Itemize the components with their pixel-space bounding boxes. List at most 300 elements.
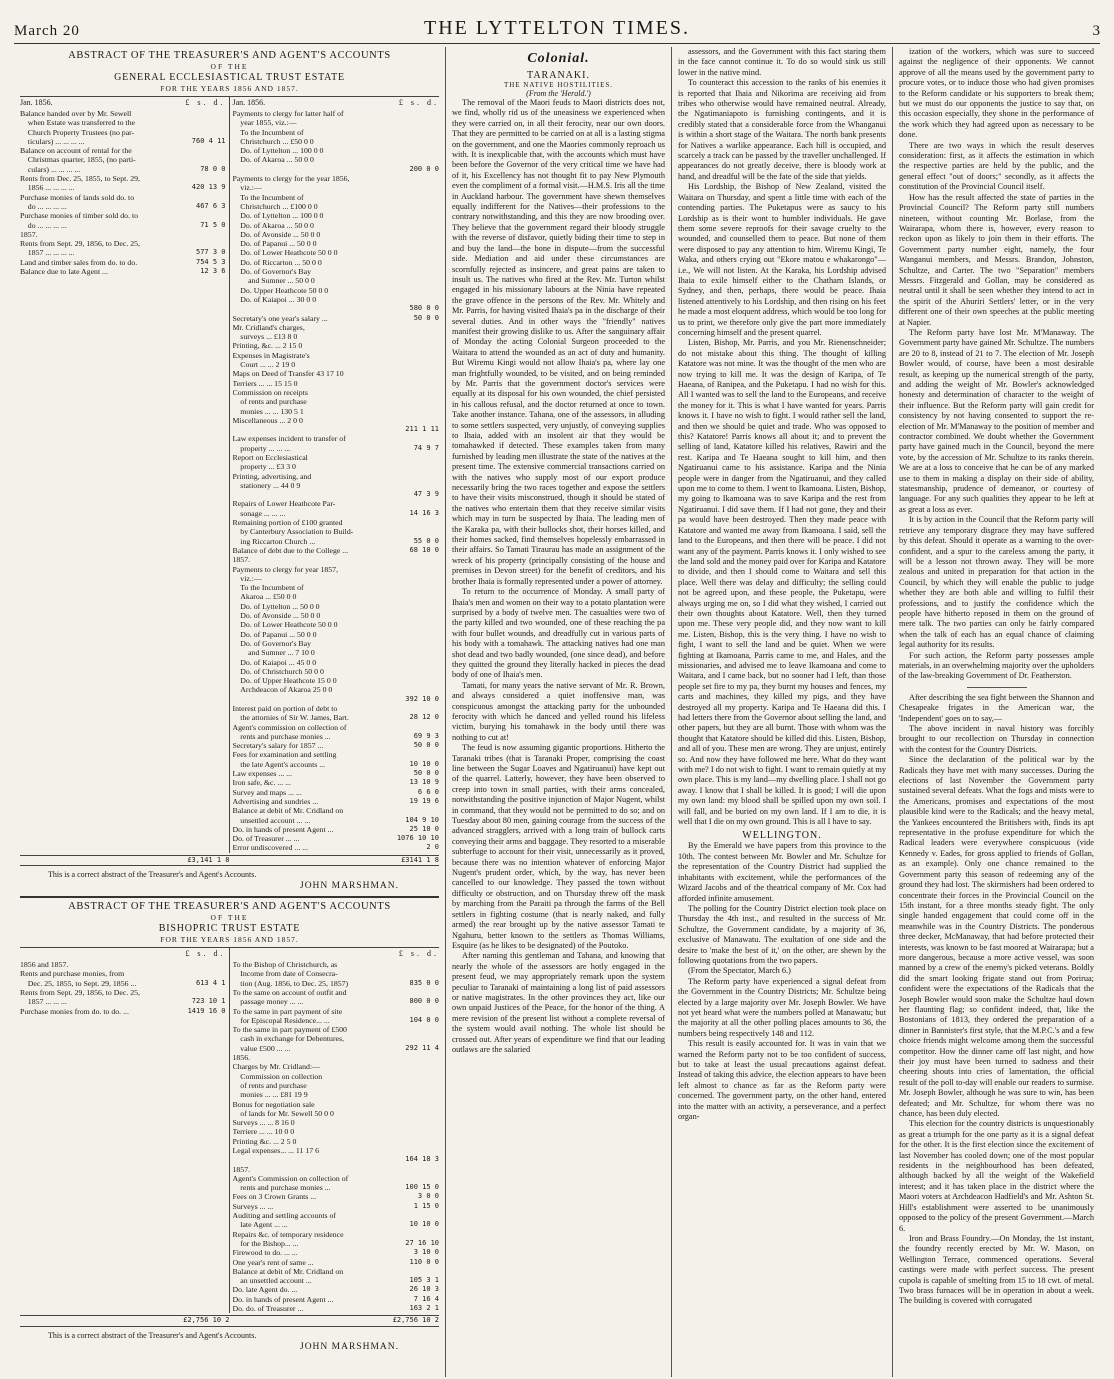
account-line-amount: 104 0 0 xyxy=(409,1015,439,1024)
account-line-amount: 420 13 9 xyxy=(191,183,226,192)
account-line xyxy=(20,248,226,257)
account-line-amount xyxy=(385,969,439,978)
account-line xyxy=(233,128,440,137)
account-line xyxy=(233,425,440,434)
account-line-text: Do. of Papanui ... 50 0 0 xyxy=(232,239,317,249)
account-line-amount xyxy=(385,518,439,527)
account-line-amount: 50 0 0 xyxy=(413,313,439,322)
account-line-amount: 19 19 6 xyxy=(409,796,439,805)
account-line-text: Terriere ... ... 10 0 0 xyxy=(232,1127,295,1137)
account-line-amount xyxy=(385,323,439,332)
account-line xyxy=(233,1258,440,1267)
account-line-text: 1856 ... ... ... ... xyxy=(20,183,75,193)
account-line-amount xyxy=(385,369,439,378)
account-line-amount xyxy=(385,723,439,732)
account-line xyxy=(233,546,440,555)
account-line xyxy=(233,969,440,978)
account-line xyxy=(233,1072,440,1081)
paragraph: It is by action in the Council that the Reform party will retrieve any temporary disgrace they may have suffered by this defeat. Should it operate as a warning to the over-confident, and a spur to the careless among the party, it will be a lesson not thrown away. They will be more zealous and united in preparation for that action in the Council, by which they will enable the public to judge whether they are both able and willing to fulfil their professions, and to justify the confidence which the people have hitherto reposed in them on the ground of mere talk. The two parties can only be fairly compared when the talk of each has an equal chance of claiming legal authority for its results. xyxy=(899,515,1094,650)
account-line-text: Maps on Deed of Transfer 43 17 10 xyxy=(232,369,344,379)
account-line-amount: 1076 10 10 xyxy=(396,834,439,843)
eccl-left-head: Jan. 1856. xyxy=(20,98,53,107)
account-line-amount: 211 1 11 xyxy=(405,425,439,434)
paragraph: By the Emerald we have papers from this province to the 10th. The contest between Mr. Bowler and Mr. Schultze for the representation of the Country District had supplied the inhabitants with excitement, while the performances of the Wizard Jacobs and of the theatrical company of Mr. Cox had afforded infinite amusement. xyxy=(678,841,886,903)
account-line xyxy=(20,128,226,137)
account-line-text: Balance on account of rental for the xyxy=(20,146,132,156)
account-line xyxy=(233,323,440,332)
account-line xyxy=(233,667,440,676)
bish-years: FOR THE YEARS 1856 AND 1857. xyxy=(160,935,299,945)
account-line-text: Terriers ... ... 15 15 0 xyxy=(232,378,298,388)
account-line-text: Land and timber sales from do. to do. xyxy=(20,257,138,267)
account-line-amount: 723 10 1 xyxy=(191,997,226,1006)
account-line xyxy=(233,1118,440,1127)
account-line xyxy=(233,276,440,285)
account-line-text: Do. of Avonside ... 50 0 0 xyxy=(232,611,321,621)
account-line-amount xyxy=(172,230,226,239)
account-line-text: Church Property Trustees (no par- xyxy=(20,127,135,137)
account-line-text: Do. Upper Heathcote 50 0 0 xyxy=(232,285,329,295)
account-line xyxy=(233,1053,440,1062)
account-line-text: property ... ... ... xyxy=(232,443,291,453)
account-line xyxy=(233,444,440,453)
account-line-text: monies ... ... £81 19 9 xyxy=(232,1090,308,1100)
account-line xyxy=(233,1295,440,1304)
account-line-amount xyxy=(385,704,439,713)
account-line xyxy=(233,825,440,834)
account-line-text: passage money ... ... xyxy=(232,997,304,1007)
account-line-amount: 100 15 0 xyxy=(405,1183,439,1192)
account-line-text: of lands for Mr. Sewell 50 0 0 xyxy=(232,1108,334,1118)
article-body xyxy=(678,47,886,827)
account-line-text: late Agent ... ... xyxy=(232,1220,288,1230)
account-line xyxy=(233,258,440,267)
account-line-text: Do. of Kaiapoi ... 30 0 0 xyxy=(232,294,317,304)
account-line-text: Purchase monies from do. to do. ... xyxy=(20,1006,129,1016)
article-column-c xyxy=(672,47,893,1377)
account-line-text: when Estate was transferred to the xyxy=(20,118,135,128)
account-line-text: Advertising and sundries ... xyxy=(232,796,319,806)
account-line xyxy=(233,248,440,257)
account-line-amount: 200 0 0 xyxy=(409,164,439,173)
account-line-text: Legal expenses... ... 11 17 6 xyxy=(232,1145,320,1155)
eccl-certification: This is a correct abstract of the Treasurer's and Agent's Accounts. xyxy=(48,870,257,880)
account-line-text xyxy=(233,1155,386,1164)
account-line-amount xyxy=(385,407,439,416)
account-line xyxy=(233,1016,440,1025)
account-line-amount xyxy=(385,146,439,155)
account-line xyxy=(233,1025,440,1034)
account-line-text xyxy=(233,425,386,434)
bish-account-title: ABSTRACT OF THE TREASURER'S AND AGENT'S ACCOUNTS xyxy=(68,901,391,913)
account-line xyxy=(233,797,440,806)
account-line xyxy=(233,1062,440,1071)
currency-head: £ s. d. xyxy=(185,98,226,107)
paragraph: ization of the workers, which was sure to succeed against the negligence of their opponents. We cannot approve of all the means used by the government party to procure votes, or to induce those who had given promises to the Reform candidate or his supporters to break them; but we must do our opponents the justice to say that, on this occasion especially, they shone in the performance of the work which they had agreed upon as necessary to be done. xyxy=(899,47,1094,140)
account-line-text: Balance at debit of Mr. Cridland on xyxy=(232,1266,344,1276)
account-line-amount: 50 0 0 xyxy=(413,769,439,778)
account-line-amount: 74 9 7 xyxy=(413,443,439,452)
page-number: 3 xyxy=(1092,23,1100,39)
account-line-amount xyxy=(385,360,439,369)
account-line xyxy=(233,806,440,815)
eccl-years: FOR THE YEARS 1856 AND 1857. xyxy=(160,84,299,93)
eccl-right-total: £3141 1 8 xyxy=(230,855,440,866)
account-line-text: Do. of Governor's Bay xyxy=(232,638,311,648)
account-line xyxy=(233,658,440,667)
account-line xyxy=(233,416,440,425)
account-line-amount: 104 9 10 xyxy=(405,815,439,824)
account-line-amount xyxy=(385,602,439,611)
account-line xyxy=(233,997,440,1006)
account-line-amount xyxy=(385,1072,439,1081)
account-line xyxy=(20,211,226,220)
account-line xyxy=(233,1304,440,1313)
account-line-text: Printing, &c. ... 2 15 0 xyxy=(232,341,303,351)
account-line xyxy=(233,695,440,704)
account-line xyxy=(233,137,440,146)
account-line-text: To the same in part payment of £500 xyxy=(232,1025,347,1035)
paragraph: assessors, and the Government with this fact staring them in the face cannot continue it. To do so would sink us still lower in the native mind. xyxy=(678,47,886,77)
account-line-text: rents and purchase monies ... xyxy=(232,1183,331,1193)
account-line-amount xyxy=(385,960,439,969)
account-line-amount xyxy=(385,434,439,443)
account-line xyxy=(233,648,440,657)
account-line xyxy=(233,583,440,592)
account-line xyxy=(233,750,440,759)
account-line-amount xyxy=(385,685,439,694)
account-line-amount: 50 0 0 xyxy=(413,741,439,750)
account-line-amount xyxy=(385,332,439,341)
account-line xyxy=(233,574,440,583)
eccl-account-of: OF THE xyxy=(210,62,249,71)
eccl-receipts xyxy=(20,97,230,853)
account-line-text: Archdeacon of Akaroa 25 0 0 xyxy=(232,685,333,695)
eccl-left-total: £3,141 1 8 xyxy=(20,855,230,866)
account-line xyxy=(233,1146,440,1155)
account-line-amount xyxy=(385,267,439,276)
account-line-text: surveys ... £13 8 0 xyxy=(232,332,298,342)
account-line xyxy=(20,230,226,239)
account-line-amount xyxy=(385,193,439,202)
account-line-amount: 47 3 9 xyxy=(413,490,439,499)
account-line-amount: 835 0 0 xyxy=(409,978,439,987)
paragraph: This election for the country districts is unquestionably as great a triumph for the one party as it is a signal defeat for the other. It is the first election since the excitement of last November has cooled down; one of the most popular residents in the neighbourhood has been defeated, although backed by all the weight of the Wakefield interest; and it has taken place in the district where the Maori voters at Archdeacon Hadfield's and Mr. Ashton St. Hill's establishment were asserted to be unanimously opposed to the policy of the present Government.—March 6. xyxy=(899,1119,1094,1233)
account-line-amount xyxy=(172,174,226,183)
account-line-text: 1857. xyxy=(20,229,38,239)
account-line-text: viz.:— xyxy=(232,573,262,583)
account-line xyxy=(233,1081,440,1090)
account-line-amount xyxy=(385,1165,439,1174)
paragraph: The feud is now assuming gigantic proportions. Hitherto the Taranaki tribes (that is Taranaki Proper, comprising the coast line between the Sugar Loaves and Ngatiruanui) have kept out of the quarrel. Latterly, however, they have been observed to creep into town in small parties, with their arms concealed, notwithstanding the positive injunction of Major Nugent, whilst in command, that they would not be permitted to do so; and on Tuesday about 80 men, gaining courage from the success of the advanced stragglers, arrived with a long train of bullock carts conveying their arms and baggage. They resorted to a miserable subterfuge to account for their visit, unnecessarily as it proved, because there was no intention whatever of enforcing Major Nugent's prudent order, which, by the way, has never been cancelled to our knowledge. They passed the town without difficulty or obstruction, and on Thursday threw off the mask by marching from the Paraiti pa through the farms of the Bell settlers in fighting costume (that is nearly naked, and fully armed) the rear brought up by the native assessor Tamati te Ngahuru, better known to the settlers as Thomas Williams, Esquire (as he likes to be designated) of the Poutoko. xyxy=(452,743,665,950)
currency-head: £ s. d. xyxy=(398,98,439,107)
account-line xyxy=(233,685,440,694)
account-line-text: 1857 ... ... ... ... xyxy=(20,248,75,258)
account-line xyxy=(233,1248,440,1257)
account-line xyxy=(233,1183,440,1192)
account-line-text: of rents and purchase xyxy=(232,1080,307,1090)
account-line-amount xyxy=(385,639,439,648)
account-line xyxy=(233,1230,440,1239)
account-line xyxy=(20,193,226,202)
account-line-text: Do. of Governor's Bay xyxy=(232,267,311,277)
account-line xyxy=(233,332,440,341)
account-line-text: Balance at debit of Mr. Cridland on xyxy=(232,806,344,816)
account-line-text: Purchase monies of lands sold do. to xyxy=(20,192,135,202)
issue-date: March 20 xyxy=(14,23,80,39)
account-line xyxy=(233,1276,440,1285)
account-line xyxy=(233,109,440,118)
account-line xyxy=(20,239,226,248)
account-line-text: Akaroa ... £50 0 0 xyxy=(232,592,297,602)
account-line xyxy=(233,732,440,741)
account-line-text: Agent's Commission on collection of xyxy=(232,1173,349,1183)
article-body xyxy=(452,98,665,1055)
account-line-amount: 760 4 11 xyxy=(191,136,226,145)
account-line xyxy=(20,960,226,969)
account-line-text: unsettled account ... ... xyxy=(232,815,311,825)
account-line-amount: 110 0 0 xyxy=(409,1257,439,1266)
account-line xyxy=(20,202,226,211)
account-line-text: Christchurch ... £100 0 0 xyxy=(232,201,318,211)
account-line-amount: 577 3 0 xyxy=(195,248,226,257)
account-line xyxy=(233,518,440,527)
account-line-amount: 27 16 10 xyxy=(405,1238,439,1247)
article-body xyxy=(899,47,1094,682)
account-line-amount: 10 10 0 xyxy=(409,1220,439,1229)
paragraph: This result is easily accounted for. It was in vain that we warned the Reform party not to be too confident of success, but to take at least the usual precautions against defeat. Instead of taking this advice, the election appears to have been left almost to chance as far as the Reform party were concerned. The government party, on the other hand, entered into the matter with an activity, a perseverance, and a perfect organ- xyxy=(678,1039,886,1122)
eccl-payments-lines xyxy=(233,109,440,853)
account-line xyxy=(20,155,226,164)
account-line-amount xyxy=(385,286,439,295)
account-line-amount: 78 0 0 xyxy=(200,164,226,173)
colonial-column xyxy=(446,47,672,1377)
account-line-text: stationery ... 44 0 9 xyxy=(232,480,301,490)
account-line-amount xyxy=(385,481,439,490)
account-line xyxy=(233,1109,440,1118)
account-line-text: Expenses in Magistrate's xyxy=(232,350,310,360)
account-line-amount xyxy=(385,667,439,676)
account-line-text: Do. of Lyttelton ... 50 0 0 xyxy=(232,601,320,611)
account-line-text: ing Riccarton Church ... xyxy=(232,536,316,546)
account-line-text: value £500 ... ... xyxy=(232,1043,291,1053)
account-line-amount xyxy=(385,239,439,248)
account-line xyxy=(233,620,440,629)
account-line-amount xyxy=(385,555,439,564)
bish-right-total: £2,756 10 2 xyxy=(230,1315,440,1326)
bish-certification: This is a correct abstract of the Treasurer's and Agent's Accounts. xyxy=(48,1330,257,1340)
account-line xyxy=(233,741,440,750)
account-line-amount xyxy=(385,472,439,481)
paragraph: For such action, the Reform party possesses ample materials, in an overwhelming majority over the upholders of the law-breaking Government of Dr. Featherston. xyxy=(899,650,1094,681)
account-line-amount xyxy=(385,988,439,997)
account-line-amount xyxy=(385,379,439,388)
account-line xyxy=(20,137,226,146)
article-subtitle: THE NATIVE HOSTILITIES. xyxy=(503,81,614,89)
account-line-text: Secretary's one year's salary ... xyxy=(232,313,328,323)
account-line-text: Auditing and settling accounts of xyxy=(232,1211,337,1221)
account-line xyxy=(233,388,440,397)
bish-receipts-lines xyxy=(20,960,226,1016)
account-line-amount xyxy=(385,1062,439,1071)
account-line-text: Interest paid on portion of debt to xyxy=(232,704,338,713)
account-line-text: Agent's commission on collection of xyxy=(232,722,347,732)
account-line-amount xyxy=(385,258,439,267)
account-line-text: Do. of Lower Heathcote 50 0 0 xyxy=(232,620,338,630)
account-line xyxy=(233,834,440,843)
account-line xyxy=(233,211,440,220)
account-line-amount xyxy=(385,527,439,536)
masthead xyxy=(14,0,1100,44)
account-line-text: Do. of Upper Heathcote 15 0 0 xyxy=(232,676,337,686)
account-line xyxy=(233,1090,440,1099)
divider xyxy=(967,687,1027,688)
eccl-signature: JOHN MARSHMAN. xyxy=(300,881,399,892)
account-line-amount xyxy=(385,583,439,592)
account-line-amount xyxy=(385,620,439,629)
account-line-text: Do. late Agent do. ... xyxy=(232,1285,298,1295)
paragraph: Tamati, for many years the native servant of Mr. R. Brown, and always considered a quiet inoffensive man, was conspicuous amongst the attacking party for the unbounded ferocity with which he danced and yelled round his lifeless victim, burying his tomahawk in the body until there was nothing to cut at! xyxy=(452,680,665,742)
account-line-text: Purchase monies of timber sold do. to xyxy=(20,211,139,221)
account-line-amount xyxy=(385,1146,439,1155)
account-line-text: Payments to clergy for year 1857, xyxy=(232,564,339,574)
account-line-text: and Sumner ... 7 10 0 xyxy=(232,648,315,658)
account-line-text: for Episcopal Residence... ... xyxy=(232,1015,330,1025)
account-line-text: Survey and maps ... ... xyxy=(232,787,302,797)
account-line-amount xyxy=(385,118,439,127)
account-line-text: property ... £3 3 0 xyxy=(232,462,296,472)
account-line-amount xyxy=(385,1267,439,1276)
account-line-amount xyxy=(385,221,439,230)
account-line-amount: 25 10 0 xyxy=(409,824,439,833)
account-line xyxy=(233,723,440,732)
account-line-amount xyxy=(385,155,439,164)
account-line-text: Balance handed over by Mr. Sewell xyxy=(20,109,132,118)
account-line xyxy=(233,527,440,536)
account-line xyxy=(20,969,226,978)
accounts-column xyxy=(14,47,446,1377)
account-line xyxy=(233,239,440,248)
account-line-amount: 6 6 0 xyxy=(417,787,439,796)
account-line-amount: 55 0 0 xyxy=(413,536,439,545)
account-line-amount xyxy=(385,592,439,601)
account-line-text: To the Incumbent of xyxy=(232,583,304,593)
account-line-text: tion (Aug. 1856, to Dec. 25, 1857) xyxy=(232,978,349,988)
account-line-amount xyxy=(172,109,226,118)
paragraph: The above incident in naval history was forcibly brought to our recollection on Thursday in connection with the contest for the Country Districts. xyxy=(899,724,1094,754)
account-line-amount: 14 16 3 xyxy=(409,508,439,517)
account-line-amount xyxy=(385,1007,439,1016)
account-line-text: Christmas quarter, 1855, (no parti- xyxy=(20,155,136,165)
account-line xyxy=(233,592,440,601)
account-line-text: To the Bishop of Christchurch, as xyxy=(232,960,338,970)
account-line-text: Charges by Mr. Cridland:— xyxy=(232,1062,320,1072)
account-line-amount xyxy=(385,630,439,639)
account-line-text: rents and purchase monies ... xyxy=(232,731,331,741)
account-line xyxy=(233,1165,440,1174)
account-line xyxy=(233,1044,440,1053)
account-line-amount xyxy=(172,128,226,137)
account-line-amount: 105 3 1 xyxy=(409,1276,439,1285)
account-line xyxy=(233,988,440,997)
account-line xyxy=(20,118,226,127)
account-line-text: Do. in hands of present Agent ... xyxy=(232,1294,334,1304)
article-column-d xyxy=(893,47,1100,1377)
account-line-amount xyxy=(385,1053,439,1062)
account-line-text: Surveys ... ... xyxy=(232,1201,274,1211)
account-line xyxy=(233,760,440,769)
newspaper-title: THE LYTTELTON TIMES. xyxy=(424,17,690,39)
account-line-text: Firewood to do. ... ... xyxy=(232,1248,298,1258)
account-line-amount: 10 10 0 xyxy=(409,759,439,768)
eccl-receipts-lines xyxy=(20,109,226,276)
account-line xyxy=(233,267,440,276)
account-line-amount xyxy=(385,499,439,508)
account-line-text: Remaining portion of £100 granted xyxy=(232,518,343,528)
account-line-text: 1857. xyxy=(232,555,251,565)
account-line xyxy=(233,778,440,787)
account-line xyxy=(233,314,440,323)
account-line-amount xyxy=(385,416,439,425)
account-line-amount xyxy=(172,193,226,202)
account-line-text: Law expenses incident to transfer of xyxy=(232,434,346,444)
bish-left-total: £2,756 10 2 xyxy=(20,1315,230,1326)
account-line-amount: 26 10 3 xyxy=(409,1285,439,1294)
eccl-account-table xyxy=(20,96,439,853)
account-line xyxy=(233,183,440,192)
account-line-text: Do. of Treasurer ... ... xyxy=(232,834,300,844)
wellington-heading: WELLINGTON. xyxy=(742,830,822,842)
account-line-amount xyxy=(385,462,439,471)
bish-payments-lines xyxy=(233,960,440,1313)
account-line-text: 1856 and 1857. xyxy=(20,960,69,970)
account-line xyxy=(20,146,226,155)
account-line xyxy=(233,118,440,127)
account-line-amount xyxy=(385,276,439,285)
account-line-amount: 292 11 4 xyxy=(405,1043,439,1052)
account-line xyxy=(20,221,226,230)
account-line xyxy=(233,630,440,639)
account-line xyxy=(233,202,440,211)
account-line-text: Income from date of Consecra- xyxy=(232,969,338,979)
account-line-amount xyxy=(385,1211,439,1220)
account-line xyxy=(20,109,226,118)
account-line-amount xyxy=(385,341,439,350)
divider xyxy=(20,896,439,898)
account-line xyxy=(233,639,440,648)
account-line-amount: 467 6 3 xyxy=(195,201,226,210)
account-line-amount xyxy=(385,388,439,397)
account-line-amount xyxy=(385,1118,439,1127)
bish-signature: JOHN MARSHMAN. xyxy=(300,1341,399,1352)
account-line xyxy=(233,481,440,490)
account-line xyxy=(233,499,440,508)
account-line-text: Miscellaneous ... 2 0 0 xyxy=(232,415,303,425)
account-line-text: To the Incumbent of xyxy=(232,192,304,202)
account-line-text: Do. of Lyttelton ... 100 0 0 xyxy=(232,146,324,156)
account-line xyxy=(20,1007,226,1016)
account-line-text: Fees on 3 Crown Grants ... xyxy=(232,1192,317,1202)
account-line-text: for the Bishop... ... xyxy=(232,1238,299,1248)
article-source: (From the 'Herald.') xyxy=(526,89,591,98)
account-line-amount xyxy=(385,137,439,146)
account-line-text: Secretary's salary for 1857 ... xyxy=(232,741,324,751)
account-line xyxy=(233,341,440,350)
account-line-text: Printing &c. ... 2 5 0 xyxy=(232,1136,297,1146)
account-line-text: of rents and purchase xyxy=(232,397,307,407)
account-line xyxy=(233,434,440,443)
account-line-text: Christchurch ... £50 0 0 xyxy=(232,136,314,146)
